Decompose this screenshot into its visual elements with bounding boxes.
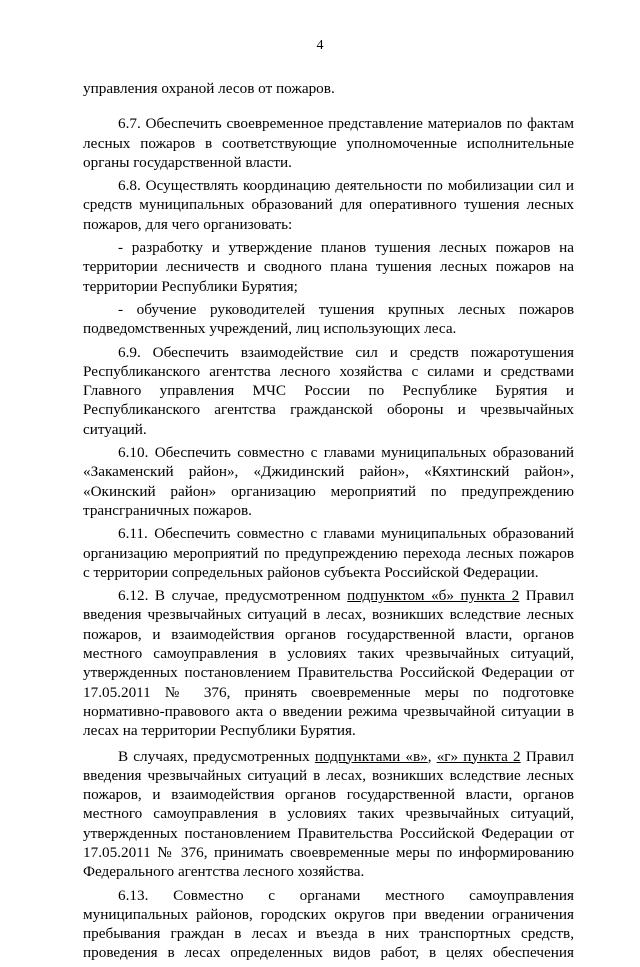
paragraph-6-12 — [83, 586, 574, 740]
paragraph-cases-lead: В случаях, предусмотренных — [118, 747, 315, 765]
paragraph-6-10: 6.10. Обеспечить совместно с главами муниципальных образований «Закаменский район», «Джидинский район», «Кяхтинский район», «Окинский район» организацию мероприятий по предупреждению трансграничных пожаров. — [83, 444, 574, 519]
link-subparagraph-b[interactable]: подпунктом «б» пункта 2 — [347, 587, 520, 605]
paragraph-cases-body: Правил введения чрезвычайных ситуаций в лесах, возникших вследствие лесных пожаров, и взаимодействия органов государственной власти, органов местного самоуправления в условиях таких чрезвычайных ситуаций, утвержденных постановлением Правительства Российской Федерации от 17.05.2011 № 376, принимать своевременные меры по информированию Федерального агентства лесного хозяйства. — [83, 747, 575, 881]
paragraph-6-11: 6.11. Обеспечить совместно с главами муниципальных образований организацию мероприятий по предупреждению перехода лесных пожаров с территории сопредельных районов субъекта Российской Федерации. — [83, 525, 574, 581]
paragraph-6-8: 6.8. Осуществлять координацию деятельности по мобилизации сил и средств муниципальных образований для оперативного тушения лесных пожаров, для чего организовать: — [83, 177, 574, 233]
paragraph-6-9: 6.9. Обеспечить взаимодействие сил и средств пожаротушения Республиканского агентства лесного хозяйства с силами и средствами Главного управления МЧС России по Республике Бурятия и Республиканского агентства гражданской обороны и чрезвычайных ситуаций. — [83, 343, 574, 438]
page-number: 4 — [316, 38, 324, 53]
link-subparagraph-g[interactable]: «г» пункта 2 — [436, 747, 521, 765]
paragraph-6-12-lead: 6.12. В случае, предусмотренном — [118, 587, 348, 605]
paragraph-continuation: управления охраной лесов от пожаров. — [83, 80, 335, 97]
paragraph-cases-sep: , — [427, 747, 437, 765]
list-item-training: - обучение руководителей тушения крупных лесных пожаров подведомственных учреждений, лиц использующих леса. — [83, 300, 574, 338]
paragraph-6-13: 6.13. Совместно с органами местного самоуправления муниципальных районов, городских округов при введении ограничения пребывания граждан в лесах и въезда в них транспортных средств, проведения в лесах определенных видов работ, в целях обеспечения — [83, 886, 574, 962]
paragraph-cases-v-g — [83, 747, 574, 882]
paragraph-6-12-body: Правил введения чрезвычайных ситуаций в лесах, возникших вследствие лесных пожаров, и взаимодействия органов государственной власти, органов местного самоуправления в условиях таких чрезвычайных ситуаций, утвержденных постановлением Правительства Российской Федерации от 17.05.2011 № 376, принять своевременные меры по подготовке нормативно-правового акта о введении режима чрезвычайной ситуации в лесах на территории Республики Бурятия. — [83, 587, 574, 740]
document-body — [83, 79, 574, 967]
link-subparagraph-v[interactable]: подпунктами «в» — [314, 747, 428, 765]
list-item-plans: - разработку и утверждение планов тушения лесных пожаров на территории лесничеств и сводного плана тушения лесных пожаров на территории Республики Бурятия; — [83, 239, 574, 295]
paragraph-6-7: 6.7. Обеспечить своевременное представление материалов по фактам лесных пожаров в соответствующие уполномоченные исполнительные органы государственной власти. — [83, 115, 574, 171]
